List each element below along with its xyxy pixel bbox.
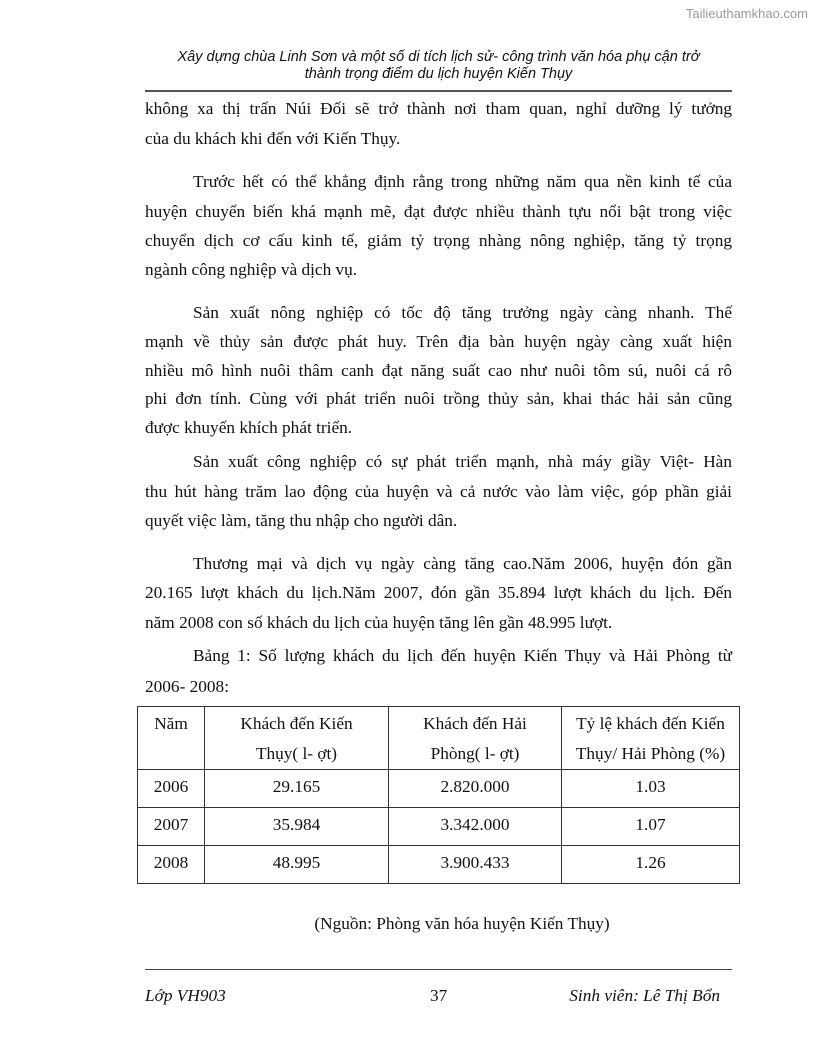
cell: 2007	[138, 808, 205, 846]
cell: 2.820.000	[389, 770, 562, 808]
text-line: huyện chuyển biến khá mạnh mẽ, đạt được nhiều thành tựu nổi bật trong việc	[145, 202, 732, 221]
text-line: Trước hết có thể khẳng định rằng trong những năm qua nền kinh tế của	[193, 172, 732, 191]
header-text: Thụy/ Hải Phòng (%)	[575, 744, 726, 763]
cell: 29.165	[205, 770, 389, 808]
text-line: thu hút hàng trăm lao động của huyện và cả nước vào làm việc, góp phần giải	[145, 482, 732, 501]
header-text: Khách đến Kiến	[240, 714, 353, 733]
cell: 48.995	[205, 846, 389, 884]
text-line: Sản xuất công nghiệp có sự phát triển mạnh, nhà máy giầy Việt- Hàn	[193, 452, 732, 471]
header-line: thành trọng điểm du lịch huyện Kiến Thụy	[304, 66, 573, 82]
text-line: của du khách khi đến với Kiến Thụy.	[145, 129, 401, 148]
text-line: chuyển dịch cơ cấu kinh tế, giảm tỷ trọng nhàng nông nghiệp, tăng tỷ trọng	[145, 231, 732, 250]
cell: 2006	[138, 770, 205, 808]
watermark: Tailieuthamkhao.com	[685, 6, 808, 21]
text-line: 20.165 lượt khách du lịch.Năm 2007, đón gần 35.894 lượt khách du lịch. Đến	[145, 583, 732, 602]
header-text: Thụy( l- ợt)	[255, 744, 338, 763]
header-cell	[562, 707, 740, 770]
page-number: 37	[430, 986, 448, 1005]
running-header	[145, 49, 732, 83]
table-row	[138, 808, 740, 846]
text-line: mạnh về thủy sản được phát huy. Trên địa bàn huyện ngày càng xuất hiện	[145, 332, 732, 351]
text-line: năm 2008 con số khách du lịch của huyện tăng lên gần 48.995 lượt.	[145, 613, 613, 632]
cell: 1.07	[562, 808, 740, 846]
table-source: (Nguồn: Phòng văn hóa huyện Kiến Thụy)	[314, 914, 610, 933]
footer-student: Sinh viên: Lê Thị Bổn	[569, 986, 720, 1005]
header-line: Xây dựng chùa Linh Sơn và một số di tích lịch sử- công trình văn hóa phụ cận trở	[177, 49, 700, 65]
header-cell	[389, 707, 562, 770]
table-row	[138, 846, 740, 884]
header-text: Phòng( l- ợt)	[430, 744, 520, 763]
text-line: ngành công nghiệp và dịch vụ.	[145, 260, 358, 279]
text-line: Thương mại và dịch vụ ngày càng tăng cao.Năm 2006, huyện đón gần	[193, 554, 732, 573]
header-rule	[145, 90, 732, 92]
footer-rule	[145, 969, 732, 970]
tourist-table	[137, 706, 740, 884]
header-cell	[205, 707, 389, 770]
table-header-row	[138, 707, 740, 770]
text-line: quyết việc làm, tăng thu nhập cho người dân.	[145, 511, 458, 530]
cell: 3.342.000	[389, 808, 562, 846]
cell: 3.900.433	[389, 846, 562, 884]
table-row	[138, 770, 740, 808]
header-cell	[138, 707, 205, 770]
text-line: Sản xuất nông nghiệp có tốc độ tăng trưởng ngày càng nhanh. Thế	[193, 303, 732, 322]
text-line: 2006- 2008:	[145, 677, 230, 696]
cell: 1.03	[562, 770, 740, 808]
header-text: Năm	[154, 714, 188, 733]
text-line: không xa thị trấn Núi Đối sẽ trở thành nơi tham quan, nghỉ dưỡng lý tưởng	[145, 99, 732, 118]
cell: 1.26	[562, 846, 740, 884]
text-line: nhiều mô hình nuôi thâm canh đạt năng suất cao như nuôi tôm sú, nuôi cá rô	[145, 361, 732, 380]
footer-class: Lớp VH903	[145, 986, 226, 1005]
text-line: phi đơn tính. Cùng với phát triển nuôi trồng thủy sản, khai thác hải sản cũng	[145, 389, 732, 408]
text-line: được khuyến khích phát triển.	[145, 418, 353, 437]
text-line: Bảng 1: Số lượng khách du lịch đến huyện Kiến Thụy và Hải Phòng từ	[193, 646, 732, 665]
header-text: Khách đến Hải	[423, 714, 527, 733]
cell: 2008	[138, 846, 205, 884]
header-text: Tỷ lệ khách đến Kiến	[576, 714, 725, 733]
cell: 35.984	[205, 808, 389, 846]
